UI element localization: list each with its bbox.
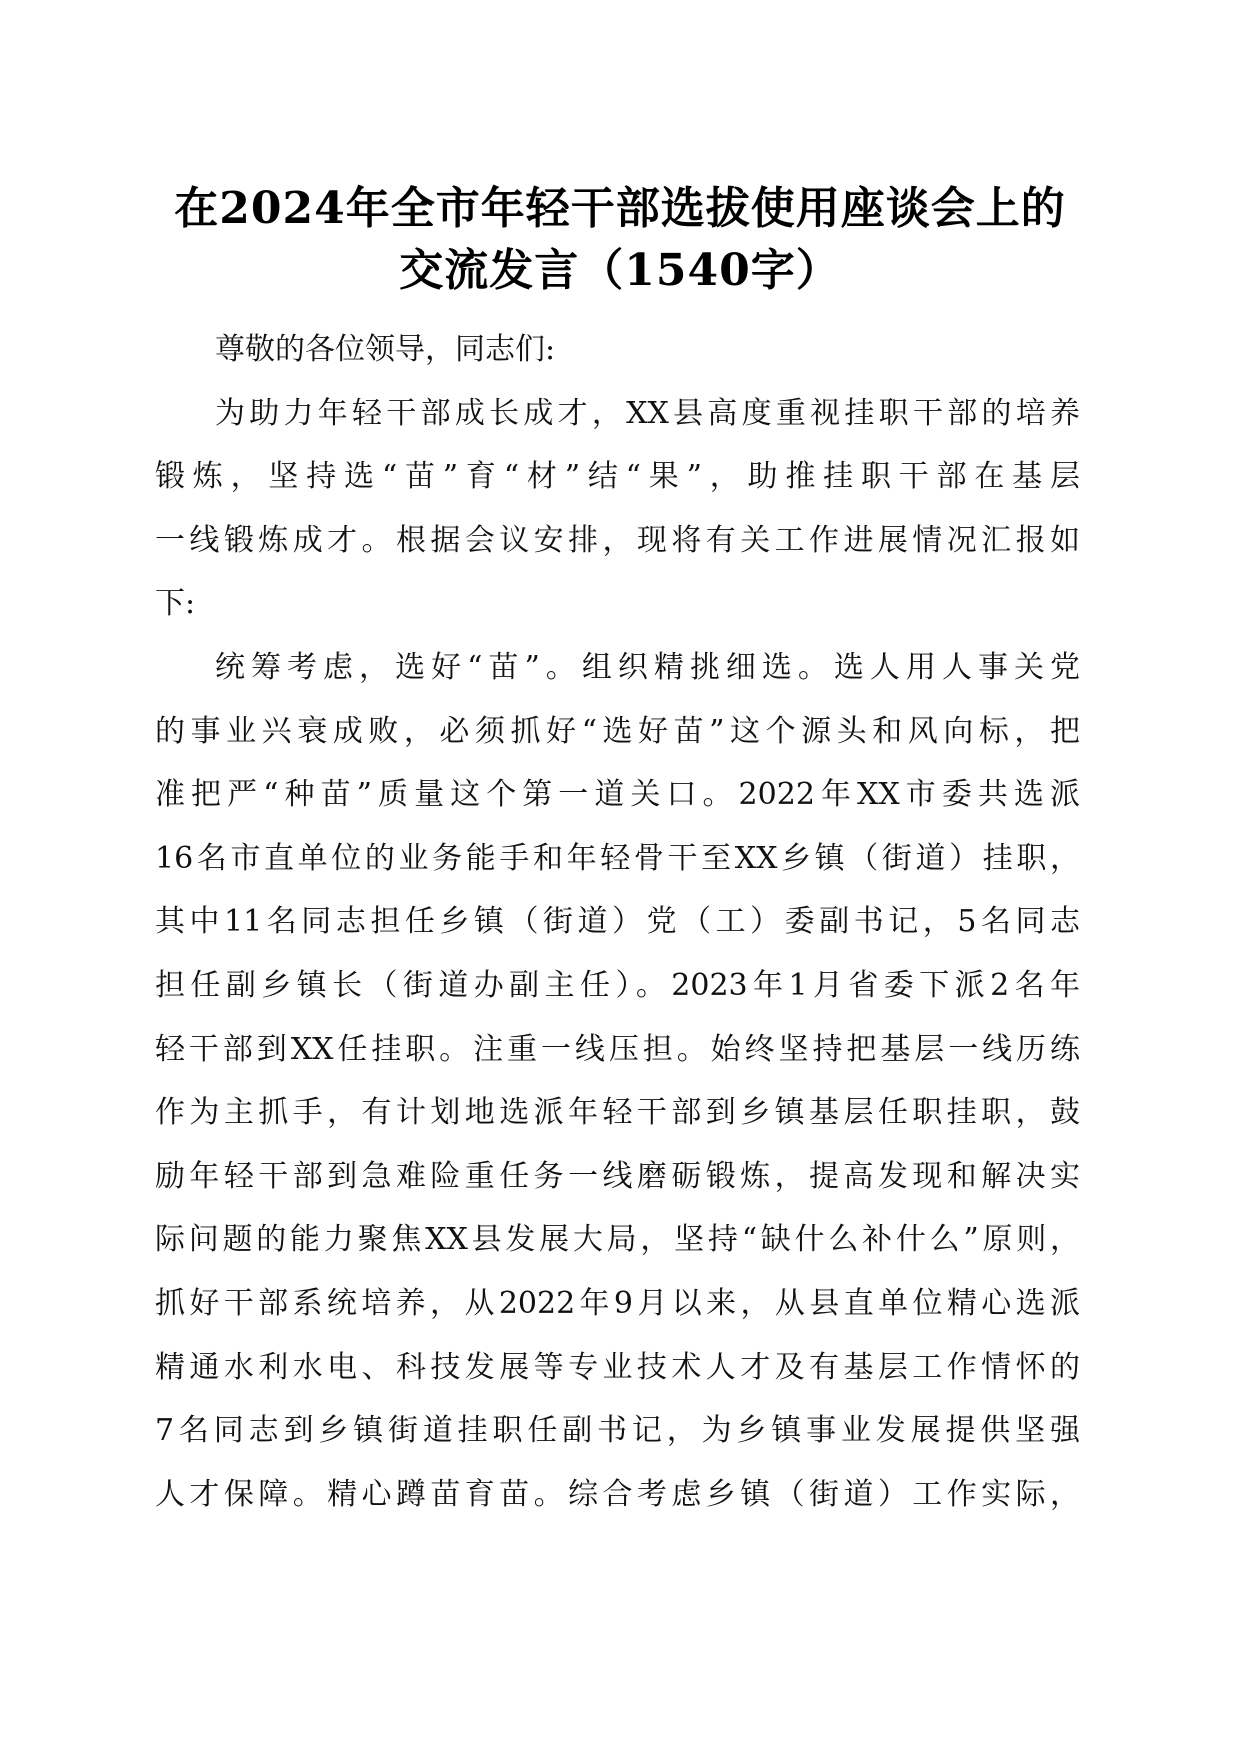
paragraph-line: 统筹考虑，选好“苗”。组织精挑细选。选人用人事关党: [215, 649, 1080, 685]
salutation: 尊敬的各位领导，同志们:: [215, 332, 556, 367]
paragraph-line: 一线锻炼成才。根据会议安排，现将有关工作进展情况汇报如: [155, 522, 1080, 558]
document-title: [120, 178, 1120, 302]
paragraph-line: 抓好干部系统培养，从2022年9月以来，从县直单位精心选派: [155, 1285, 1080, 1321]
paragraph-line: 精通水利水电、科技发展等专业技术人才及有基层工作情怀的: [155, 1349, 1080, 1385]
paragraph-line: 人才保障。精心蹲苗育苗。综合考虑乡镇（街道）工作实际，: [155, 1476, 1080, 1512]
paragraph-line: 7名同志到乡镇街道挂职任副书记，为乡镇事业发展提供坚强: [155, 1413, 1080, 1449]
paragraph-line: 担任副乡镇长（街道办副主任）。2023年1月省委下派2名年: [155, 967, 1080, 1003]
title-line-1: 在2024年全市年轻干部选拔使用座谈会上的: [174, 183, 1066, 234]
paragraph-line: 锻炼，坚持选“苗”育“材”结“果”，助推挂职干部在基层: [155, 459, 1080, 495]
paragraph-line: 的事业兴衰成败，必须抓好“选好苗”这个源头和风向标，把: [155, 713, 1080, 749]
paragraph-line: 为助力年轻干部成长成才，XX县高度重视挂职干部的培养: [215, 395, 1080, 431]
paragraph-line: 轻干部到XX任挂职。注重一线压担。始终坚持把基层一线历练: [155, 1031, 1080, 1067]
paragraph-line: 际问题的能力聚焦XX县发展大局，坚持“缺什么补什么”原则，: [155, 1222, 1080, 1258]
paragraph-line: 作为主抓手，有计划地选派年轻干部到乡镇基层任职挂职，鼓: [155, 1095, 1080, 1131]
paragraph-line: 16名市直单位的业务能手和年轻骨干至XX乡镇（街道）挂职，: [155, 840, 1080, 876]
paragraph-line: 励年轻干部到急难险重任务一线磨砺锻炼，提高发现和解决实: [155, 1158, 1080, 1194]
title-line-2: 交流发言（1540字）: [399, 245, 841, 296]
paragraph-line: 准把严“种苗”质量这个第一道关口。2022年XX市委共选派: [155, 777, 1080, 813]
document-body: [155, 318, 1080, 1526]
paragraph-line: 其中11名同志担任乡镇（街道）党（工）委副书记，5名同志: [155, 904, 1080, 940]
paragraph-line: 下:: [155, 586, 196, 622]
